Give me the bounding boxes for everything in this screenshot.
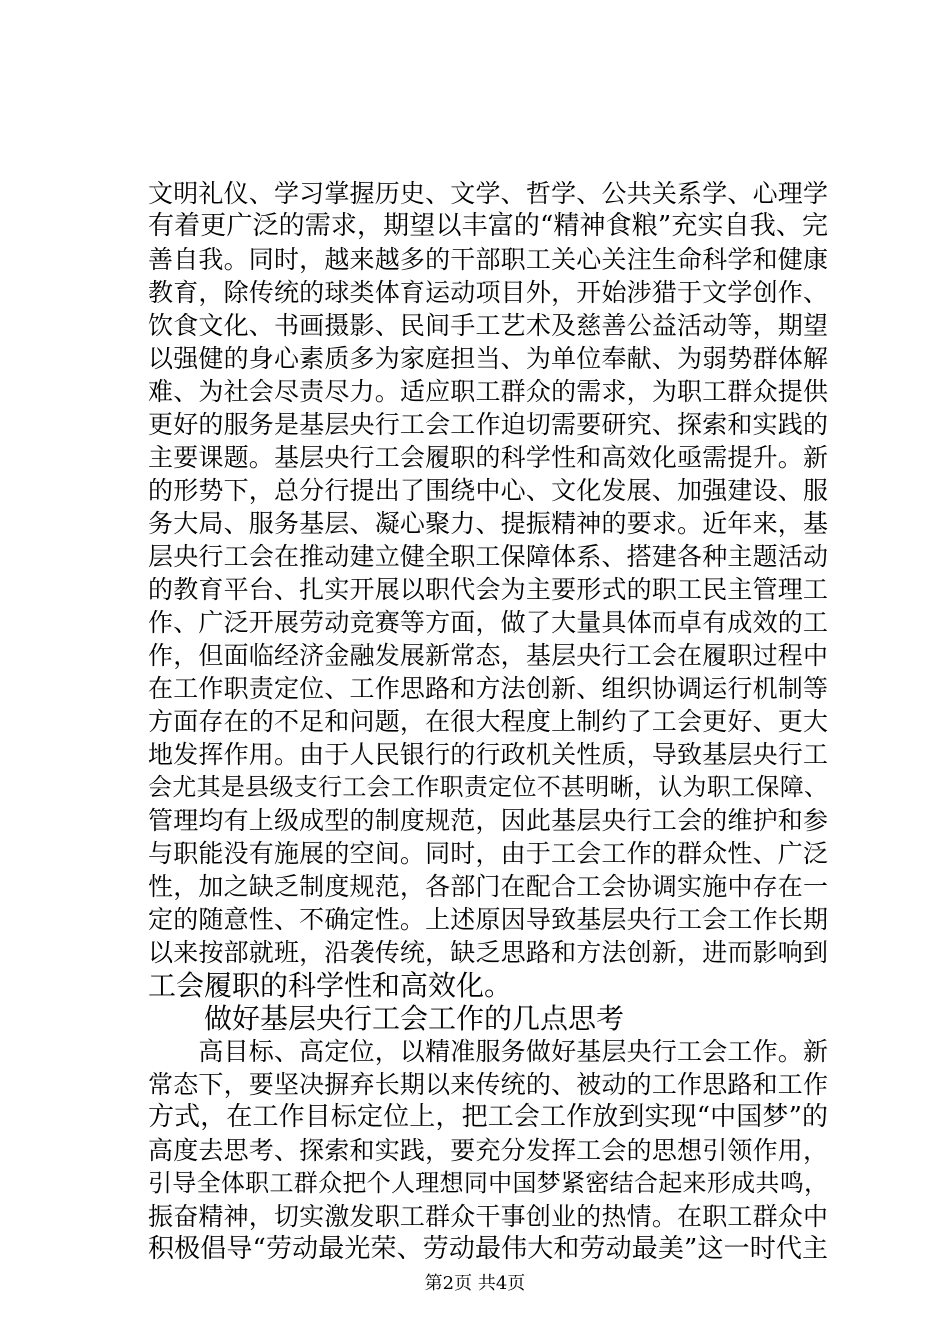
text-line: 方面存在的不足和问题，在很大程度上制约了工会更好、更大 <box>148 707 828 736</box>
page-footer: 第2页 共4页 <box>424 1273 526 1294</box>
text-line: 作、广泛开展劳动竞赛等方面，做了大量具体而卓有成效的工 <box>148 608 828 637</box>
text-line: 饮食文化、书画摄影、民间手工艺术及慈善公益活动等，期望 <box>148 311 828 340</box>
text-line: 引导全体职工群众把个人理想同中国梦紧密结合起来形成共鸣， <box>148 1169 828 1197</box>
text-line: 定的随意性、不确定性。上述原因导致基层央行工会工作长期 <box>148 905 828 934</box>
text-line: 常态下，要坚决摒弃长期以来传统的、被动的工作思路和工作 <box>148 1070 828 1099</box>
text-line: 振奋精神，切实激发职工群众干事创业的热情。在职工群众中 <box>148 1202 828 1231</box>
text-line: 层央行工会在推动建立健全职工保障体系、搭建各种主题活动 <box>148 542 828 571</box>
text-line: 有着更广泛的需求，期望以丰富的“精神食粮”充实自我、完 <box>148 211 828 241</box>
text-line: 方式，在工作目标定位上，把工会工作放到实现“中国梦”的 <box>148 1102 828 1132</box>
text-line: 积极倡导“劳动最光荣、劳动最伟大和劳动最美”这一时代主 <box>148 1234 828 1264</box>
text-line: 高目标、高定位，以精准服务做好基层央行工会工作。新 <box>148 1037 828 1066</box>
text-line: 教育，除传统的球类体育运动项目外，开始涉猎于文学创作、 <box>148 278 828 307</box>
text-line: 工会履职的科学性和高效化。 <box>148 969 513 1002</box>
text-line: 作，但面临经济金融发展新常态，基层央行工会在履职过程中 <box>148 641 828 670</box>
text-line: 主要课题。基层央行工会履职的科学性和高效化亟需提升。新 <box>148 443 828 472</box>
text-line: 高度去思考、探索和实践，要充分发挥工会的思想引领作用， <box>148 1136 828 1165</box>
text-line: 性，加之缺乏制度规范，各部门在配合工会协调实施中存在一 <box>148 872 828 901</box>
text-line: 文明礼仪、学习掌握历史、文学、哲学、公共关系学、心理学 <box>148 179 828 208</box>
text-line: 管理均有上级成型的制度规范，因此基层央行工会的维护和参 <box>148 806 828 835</box>
text-line: 的形势下，总分行提出了围绕中心、文化发展、加强建设、服 <box>148 476 828 505</box>
text-line: 在工作职责定位、工作思路和方法创新、组织协调运行机制等 <box>148 674 828 703</box>
text-line: 做好基层央行工会工作的几点思考 <box>148 1002 625 1035</box>
text-line: 的教育平台、扎实开展以职代会为主要形式的职工民主管理工 <box>148 575 828 604</box>
document-body <box>148 177 828 1266</box>
text-line: 以强健的身心素质多为家庭担当、为单位奉献、为弱势群体解 <box>148 344 828 373</box>
text-line: 地发挥作用。由于人民银行的行政机关性质，导致基层央行工 <box>148 740 828 769</box>
text-line: 与职能没有施展的空间。同时，由于工会工作的群众性、广泛 <box>148 839 828 868</box>
text-line: 务大局、服务基层、凝心聚力、提振精神的要求。近年来，基 <box>148 509 828 538</box>
text-line: 善自我。同时，越来越多的干部职工关心关注生命科学和健康 <box>148 245 828 274</box>
text-line: 会尤其是县级支行工会工作职责定位不甚明晰，认为职工保障、 <box>148 773 828 801</box>
text-line: 更好的服务是基层央行工会工作迫切需要研究、探索和实践的 <box>148 410 828 439</box>
text-line: 以来按部就班，沿袭传统，缺乏思路和方法创新，进而影响到 <box>148 938 828 967</box>
text-line: 难、为社会尽责尽力。适应职工群众的需求，为职工群众提供 <box>148 377 828 406</box>
